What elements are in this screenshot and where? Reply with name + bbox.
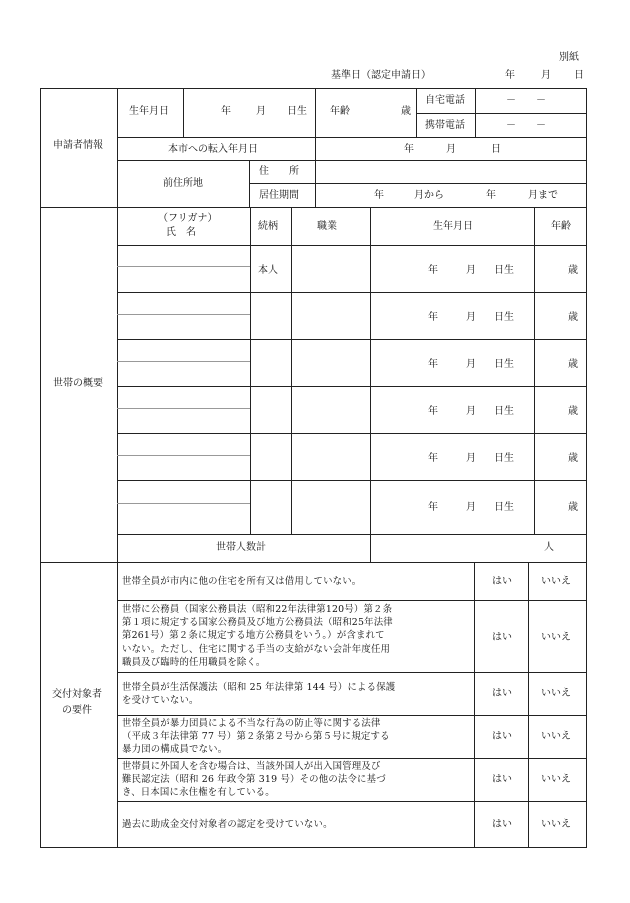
yes-option[interactable]: はい (492, 632, 512, 643)
requirements-label-2: の要件 (62, 705, 92, 716)
move-in-date-label: 本市への転入年月日 (168, 144, 258, 155)
requirement-text: 世帯全員が生活保護法（昭和 25 年法律第 144 号）による保護 を受けていない。 (122, 682, 396, 707)
requirement-text: 世帯全員が市内に他の住宅を所有又は借用していない。 (122, 576, 362, 587)
age-label: 年齢 (330, 106, 350, 117)
member-year-unit: 年 (428, 265, 438, 276)
birthdate-month-unit: 月 (256, 106, 266, 117)
yes-option[interactable]: はい (492, 731, 512, 742)
col-age: 年齢 (551, 221, 571, 232)
requirement-text: 世帯員に外国人を含む場合は、当該外国人が出入国管理及び 難民認定法（昭和 26 年政令第 319 号）その他の法令に基づ き、日本国に永住権を有している。 (122, 761, 386, 799)
move-in-year-unit: 年 (404, 144, 414, 155)
reference-year-unit: 年 (505, 70, 515, 81)
mobile-phone-label: 携帯電話 (425, 120, 465, 131)
birthdate-day-unit: 日生 (287, 106, 307, 117)
home-phone-value[interactable]: － － (506, 95, 546, 106)
no-option[interactable]: いいえ (541, 774, 571, 785)
address-label: 住 所 (259, 166, 299, 177)
birthdate-year-unit: 年 (221, 106, 231, 117)
attachment-label: 別紙 (559, 52, 579, 63)
member-age-unit: 歳 (568, 406, 578, 417)
move-in-month-unit: 月 (446, 144, 456, 155)
col-occupation: 職業 (317, 221, 337, 232)
mobile-phone-value[interactable]: － － (506, 120, 546, 131)
residence-period-label: 居住期間 (259, 190, 299, 201)
period-to-year-unit: 年 (486, 190, 496, 201)
member-month-unit: 月 (466, 265, 476, 276)
member-age-unit: 歳 (568, 265, 578, 276)
age-unit: 歳 (401, 106, 411, 117)
member-day-unit: 日生 (494, 502, 514, 513)
no-option[interactable]: いいえ (541, 819, 571, 830)
applicant-section-label: 申請者情報 (53, 140, 103, 151)
member-year-unit: 年 (428, 453, 438, 464)
reference-day-unit: 日 (574, 70, 584, 81)
yes-option[interactable]: はい (492, 576, 512, 587)
yes-option[interactable]: はい (492, 819, 512, 830)
member-year-unit: 年 (428, 312, 438, 323)
col-furigana: （フリガナ） (158, 213, 218, 224)
household-section-label: 世帯の概要 (53, 378, 103, 389)
previous-address-label: 前住所地 (163, 178, 203, 189)
no-option[interactable]: いいえ (541, 576, 571, 587)
member-age-unit: 歳 (568, 453, 578, 464)
col-relation: 続柄 (258, 221, 278, 232)
member-day-unit: 日生 (494, 406, 514, 417)
member-day-unit: 日生 (494, 359, 514, 370)
requirement-text: 世帯全員が暴力団員による不当な行為の防止等に関する法律 （平成３年法律第 77 号）第２条第２号から第５号に規定する 暴力団の構成員でない。 (122, 718, 390, 756)
member-month-unit: 月 (466, 312, 476, 323)
member-month-unit: 月 (466, 453, 476, 464)
household-total-unit: 人 (544, 542, 554, 553)
self-relation: 本人 (258, 265, 278, 276)
member-age-unit: 歳 (568, 502, 578, 513)
member-age-unit: 歳 (568, 312, 578, 323)
no-option[interactable]: いいえ (541, 632, 571, 643)
period-to-month-unit: 月まで (528, 190, 558, 201)
reference-month-unit: 月 (541, 70, 551, 81)
period-from-month-unit: 月から (414, 190, 444, 201)
yes-option[interactable]: はい (492, 774, 512, 785)
member-year-unit: 年 (428, 502, 438, 513)
col-birthdate: 生年月日 (433, 221, 473, 232)
home-phone-label: 自宅電話 (425, 95, 465, 106)
yes-option[interactable]: はい (492, 688, 512, 699)
period-from-year-unit: 年 (374, 190, 384, 201)
member-day-unit: 日生 (494, 453, 514, 464)
move-in-day-unit: 日 (491, 144, 501, 155)
member-year-unit: 年 (428, 406, 438, 417)
birthdate-label: 生年月日 (129, 106, 169, 117)
member-year-unit: 年 (428, 359, 438, 370)
member-day-unit: 日生 (494, 312, 514, 323)
household-total-label: 世帯人数計 (216, 542, 266, 553)
member-month-unit: 月 (466, 359, 476, 370)
no-option[interactable]: いいえ (541, 731, 571, 742)
member-month-unit: 月 (466, 502, 476, 513)
requirement-text: 世帯に公務員（国家公務員法（昭和22年法律第120号）第２条 第１項に規定する国家公務員及び地方公務員法（昭和25年法律 第261号）第２条に規定する地方公務員をいう。）が含まれて いない。ただし、住宅に関する手当の支給がない会計年度任用 職員及び臨時的任用職員を除く。 (122, 604, 393, 668)
requirement-text: 過去に助成金交付対象者の認定を受けていない。 (122, 819, 333, 830)
reference-date-label: 基準日（認定申請日） (331, 70, 431, 81)
member-day-unit: 日生 (494, 265, 514, 276)
member-age-unit: 歳 (568, 359, 578, 370)
member-month-unit: 月 (466, 406, 476, 417)
requirements-label-1: 交付対象者 (52, 689, 102, 700)
col-name: 氏 名 (166, 227, 196, 238)
no-option[interactable]: いいえ (541, 688, 571, 699)
